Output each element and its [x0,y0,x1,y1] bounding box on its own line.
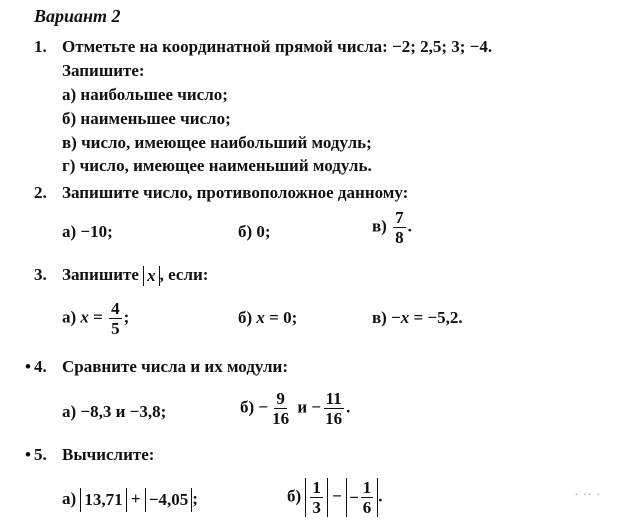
numerator: 1 [362,478,372,497]
abs-value: 13,71 [80,488,126,512]
fraction [361,478,374,517]
item-label: в) [372,216,387,236]
variable: x [80,307,89,327]
denominator: 16 [325,409,343,428]
equals: = [93,307,103,327]
task-3-item-a [62,299,129,338]
item-label: б) − [240,397,269,417]
numerator: 1 [312,478,321,497]
task-1-item-c: в) число, имеющее наибольший модуль; [62,133,372,152]
denominator: 5 [111,319,120,338]
task-3 [34,265,208,286]
task-1-item-a: а) наибольшее число; [62,85,228,104]
task-2-item-a: а) −10; [62,222,113,241]
fraction [323,389,344,428]
item-label: а) [62,307,77,327]
bullet-icon: • [25,357,31,376]
task-4-item-b [240,389,350,428]
item-label: б) [287,486,302,506]
item-label: а) [62,488,77,508]
task-text-end: , если: [159,265,209,284]
task-1 [34,37,492,57]
bullet-icon: • [25,445,31,464]
plus: + [130,488,141,508]
variable: x [147,266,156,286]
task-3-item-c [372,308,463,328]
punct: . [407,216,412,236]
abs-value [305,478,328,517]
fraction [310,478,323,517]
item-label: в) − [372,308,401,327]
denominator: 6 [362,498,372,517]
task-1-item-d: г) число, имеющее наименьший модуль. [62,156,372,175]
task-2-item-b: б) 0; [238,222,271,241]
task-text: Запишите [62,265,139,284]
abs-value: −4,05 [145,488,192,512]
punct: . [346,397,351,417]
punct: . [378,486,383,506]
sign: − [349,487,359,507]
task-text: Отметьте на координатной прямой числа: −2; 2,5; 3; −4. [62,37,493,56]
task-4 [25,357,288,377]
task-number: 3. [34,265,47,284]
variant-title: Вариант 2 [34,6,121,26]
variable: x [400,308,410,327]
minus: − [332,486,342,506]
expression: = −5,2. [413,308,463,327]
task-3-item-b [238,308,297,328]
task-2-item-c [372,208,412,247]
abs-value [346,478,378,517]
punct: ; [192,488,198,508]
item-label: б) [238,308,253,327]
task-text: Сравните числа и их модули: [62,357,288,376]
abs-x [143,266,160,286]
numerator: 7 [395,208,404,227]
task-number: 2. [34,183,47,202]
numerator: 9 [276,389,285,408]
denominator: 16 [272,409,290,428]
task-5-item-a [62,488,198,512]
task-text: Запишите число, противоположное данному: [62,183,409,202]
denominator: 8 [395,228,404,247]
task-5-item-b [287,478,383,517]
task-2 [34,183,408,203]
task-5 [25,445,155,465]
expression: = 0; [269,308,298,327]
punct: ; [123,307,130,327]
denominator: 3 [312,498,321,517]
task-number: 5. [34,445,47,464]
fraction [393,208,406,247]
conjunction: и − [297,397,322,417]
scan-noise: · ·· · [575,490,602,499]
task-4-item-a: а) −8,3 и −3,8; [62,402,167,421]
task-text: Вычислите: [62,445,155,464]
task-1-sub: Запишите: [62,61,145,80]
variable: x [256,308,265,327]
task-number: 4. [34,357,47,376]
fraction [109,299,122,338]
numerator: 4 [111,299,120,318]
task-1-item-b: б) наименьшее число; [62,109,231,128]
task-number: 1. [34,37,47,56]
numerator: 11 [325,389,342,408]
fraction [270,389,291,428]
